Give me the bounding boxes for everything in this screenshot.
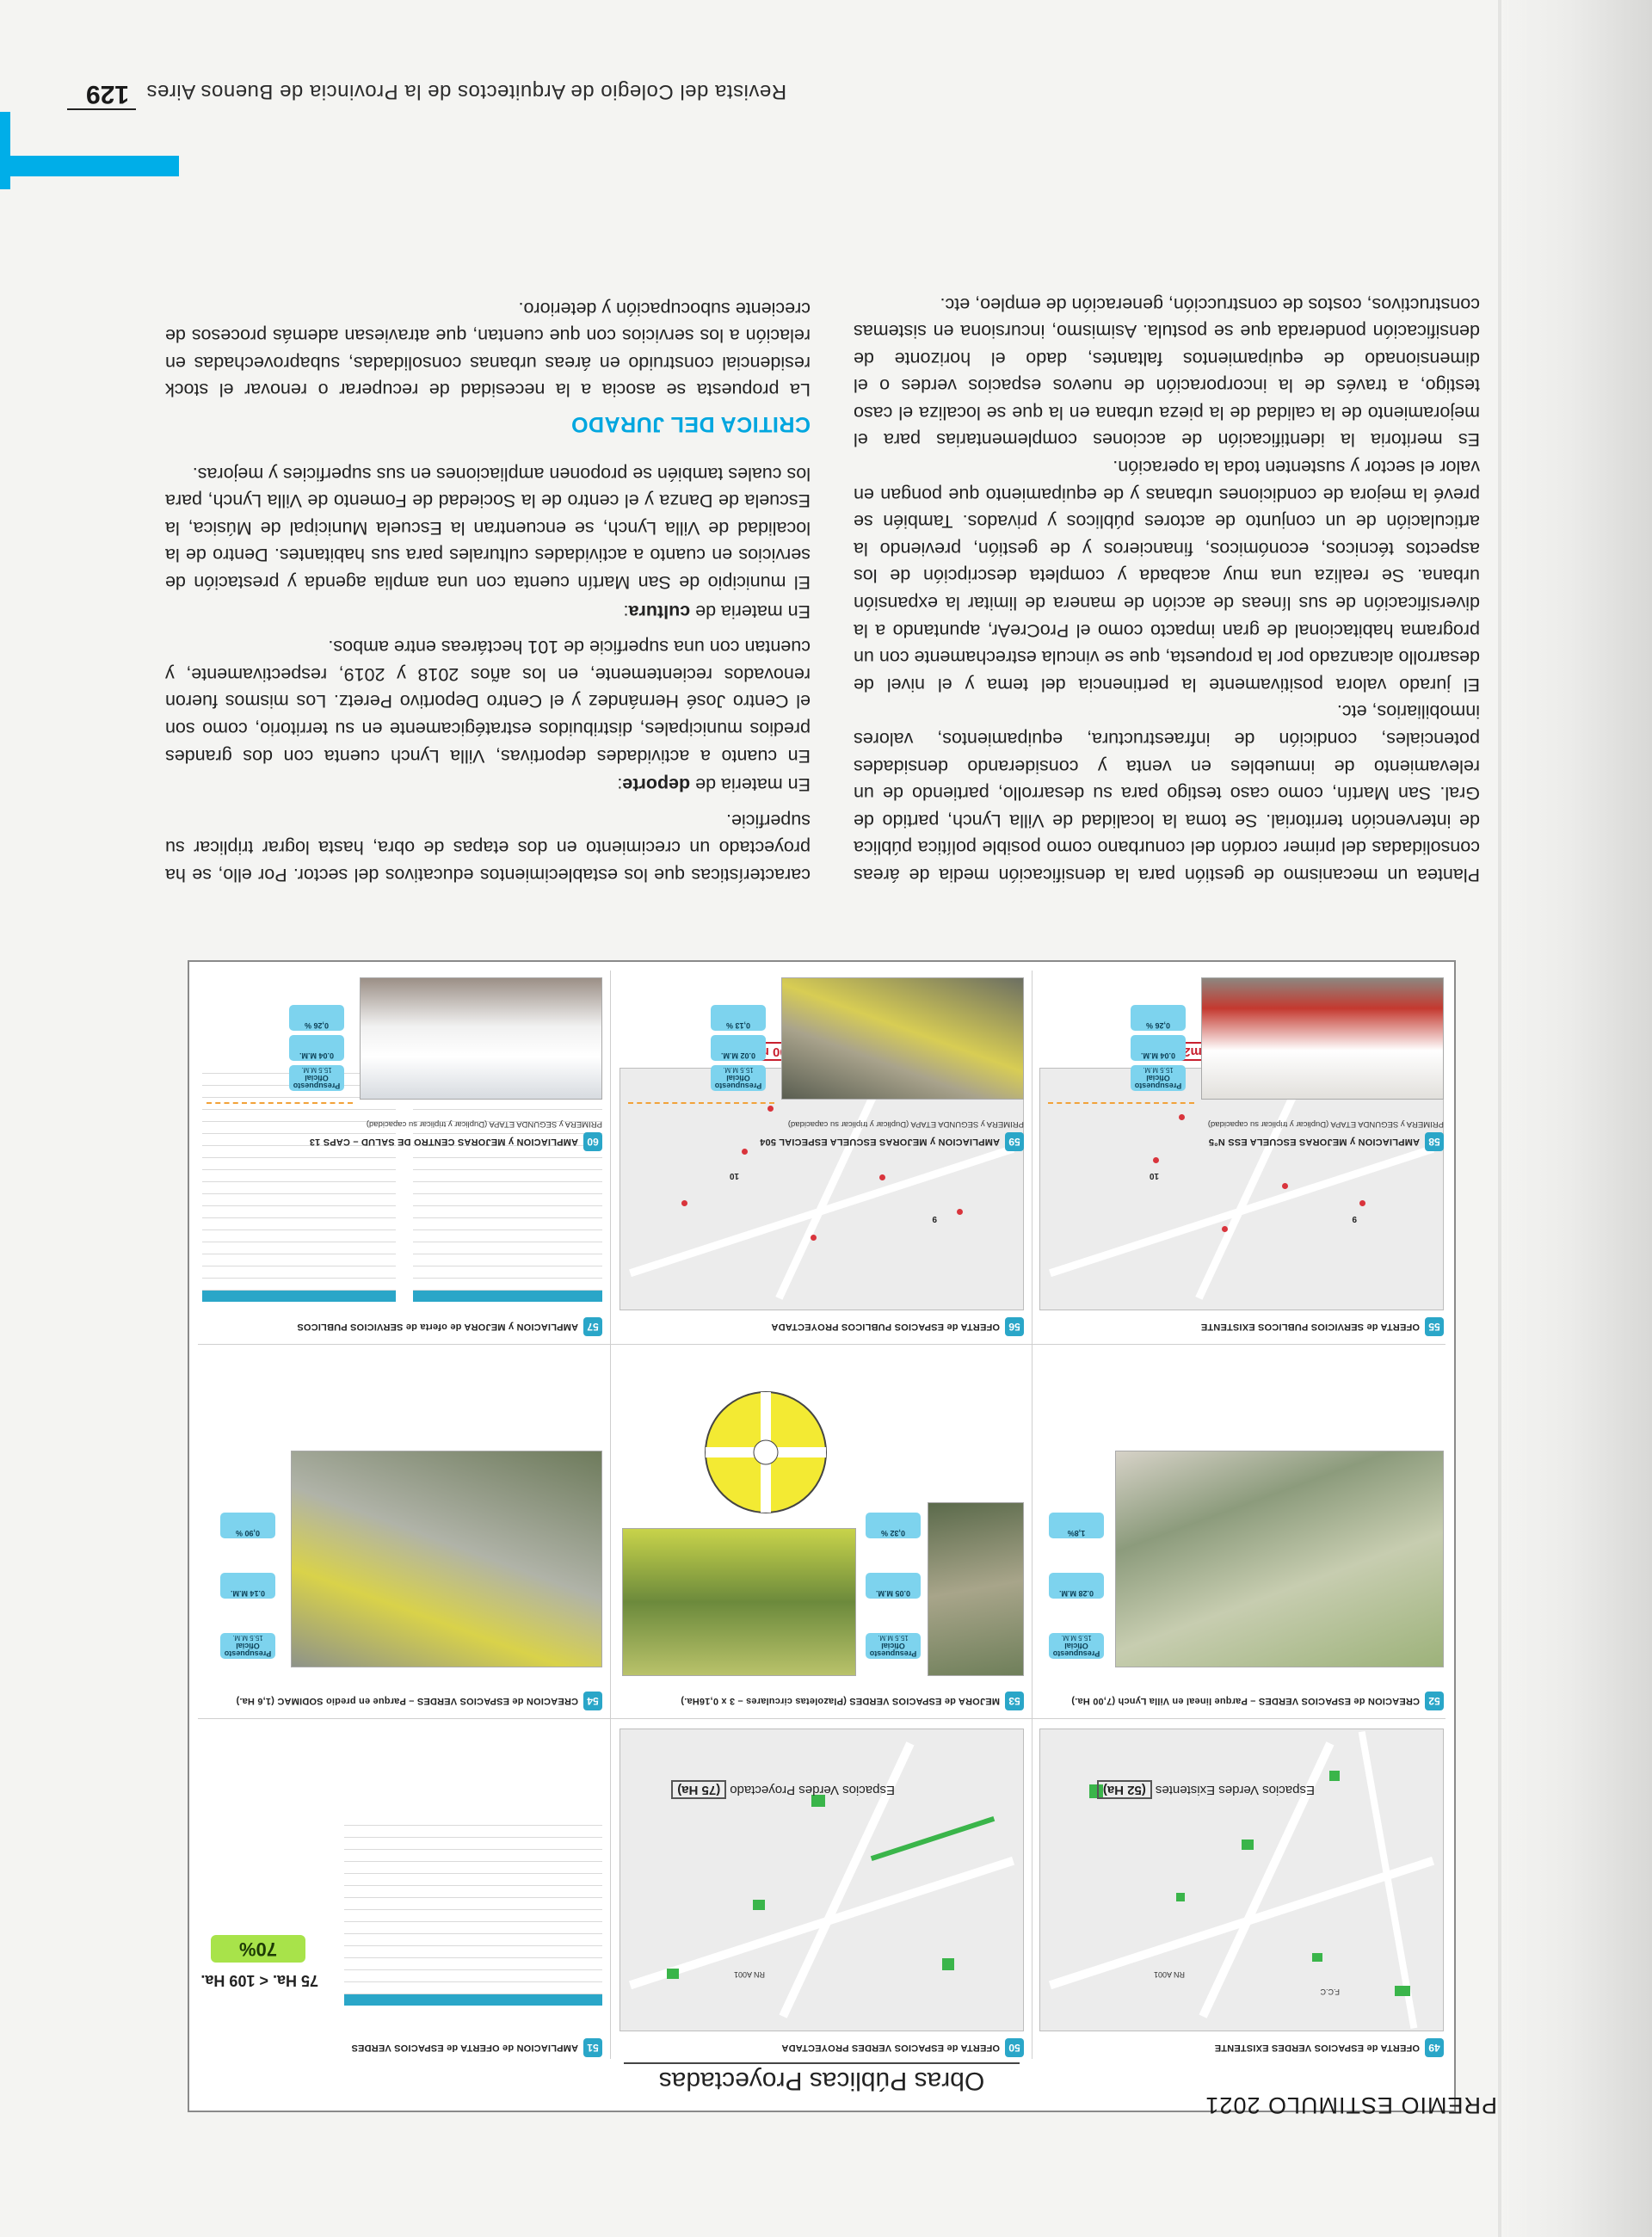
stage-caption: PRIMERA y SEGUNDA ETAPA (Duplicar y triplicar su capacidad): [1207, 1119, 1444, 1129]
panel-59: [620, 971, 1024, 1151]
text-column-left: [165, 294, 811, 888]
stage-leader: [1048, 1102, 1194, 1104]
cost-chip-value: 0.02 M.M.: [721, 1051, 756, 1060]
paragraph: características que los establecimientos educativos del sector. Por ello, se ha proyectado un crecimiento en dos etapas de obra, hasta lograr triplicar su superficie.: [165, 810, 811, 885]
section-heading-deporte: [165, 771, 811, 798]
plaza-rendering: [622, 1528, 856, 1676]
panel-number: 54: [583, 1692, 602, 1710]
stage-leader: [206, 1102, 353, 1104]
percent-chip-value: 0,13 %: [725, 1021, 751, 1030]
percent-chip-value: 0,26 %: [1145, 1021, 1171, 1030]
percent-chip: [289, 1005, 344, 1031]
panel-53: [620, 1349, 1024, 1710]
panel-number: 56: [1005, 1317, 1024, 1336]
percent-chip: [1049, 1513, 1104, 1538]
panel-number: 53: [1005, 1692, 1024, 1710]
panel-title: OFERTA de SERVICIOS PUBLICOS EXISTENTE: [1200, 1322, 1420, 1332]
panel-title: OFERTA de ESPACIOS VERDES EXISTENTE: [1214, 2043, 1420, 2053]
footer-title: PREMIO ESTIMULO 2021: [1205, 2092, 1497, 2118]
board-col-divider: [610, 971, 611, 2059]
budget-chip-label: Presupuesto Oficial: [293, 1074, 341, 1090]
paragraph: La propuesta se asocia a la necesidad de recuperar o renovar el stock residencial construido en áreas urbanas consolidadas, subaprovechadas en relación a los servicios con que cuentan, que atraviesan además procesos de creciente subocupación y deterioro.: [165, 298, 811, 401]
page-number-rule: [67, 108, 136, 110]
panel-title: OFERTA de ESPACIOS VERDES PROYECTADA: [781, 2043, 1000, 2053]
panel-title: AMPLIACION y MEJORA de oferta de SERVICIOS PUBLICOS: [297, 1322, 578, 1332]
cost-chip: [220, 1573, 275, 1599]
board-title: Obras Públicas Proyectadas: [624, 2062, 1020, 2095]
panel-title: CREACION de ESPACIOS VERDES – Parque lineal en Villa Lynch (7,00 Ha.): [1071, 1696, 1420, 1706]
budget-chip-value: 15.5 M.M.: [301, 1066, 332, 1074]
heading-prefix: En materia de: [690, 774, 811, 796]
map-caption-value: (52 Ha): [1097, 1780, 1152, 1799]
map-caption: [1097, 1780, 1315, 1799]
cost-chip: [1049, 1573, 1104, 1599]
stage-leader: [628, 1102, 774, 1104]
cost-chip: [711, 1035, 766, 1061]
percent-chip: [220, 1513, 275, 1538]
percent-chip-value: 0,32 %: [880, 1529, 906, 1538]
budget-chip-label: Presupuesto Oficial: [1134, 1074, 1182, 1090]
board-row-divider: [198, 1718, 1446, 1719]
budget-chip: [1049, 1633, 1104, 1659]
cost-chip-value: 0.04 M.M.: [299, 1051, 335, 1060]
heading-prefix: En materia de: [690, 601, 811, 622]
panel-51: [198, 1726, 602, 2057]
paragraph: En cuanto a actividades deportivas, Villa Lynch cuenta con dos grandes predios municipales, distribuidos estratégicamente en su territorio, como son el Centro José Hernández y el Centro Deportivo Peretz. Los mismos fueron renovados recientemente, en los años 2018 y 2019, respectivamente, y cuentan con una superficie de 101 hectáreas entre ambos.: [165, 637, 811, 767]
coverage-percent: 70%: [211, 1935, 305, 1963]
budget-chip-value: 15.5 M.M.: [232, 1634, 263, 1642]
text-column-right: [854, 290, 1480, 888]
sodimac-aerial: [291, 1451, 602, 1667]
health-center-photo: [360, 977, 602, 1100]
cost-chip-value: 0.14 M.M.: [231, 1589, 266, 1598]
paragraph: Es meritoria la identificación de acciones complementarias para el mejoramiento de la calidad de la pieza urbana en la que se localiza el caso testigo, a través de la incorporación de nuevos espacios verdes o el dimensionado de equipamientos faltantes, dado el horizonte de densificación ponderada que se postula. Asimismo, incursiona en sistemas constructivos, costos de construcción, generación de empleo, etc.: [854, 293, 1480, 451]
percent-chip: [711, 1005, 766, 1031]
budget-chip: [289, 1065, 344, 1091]
corner-color-tab: [0, 156, 179, 176]
panel-number: 52: [1425, 1692, 1444, 1710]
paragraph: El municipio de San Martín cuenta con una amplia agenda y prestación de servicios en cuanto a actividades culturales para sus habitantes. Dentro de la localidad de Villa Lynch, se encuentran la Escuela Municipal de Música, la Escuela de Danza y el centro de la Sociedad de Fomento de Villa Lynch, para los cuales también se proponen ampliaciones en sus superficies y mejoras.: [165, 463, 811, 594]
panel-number: 57: [583, 1317, 602, 1336]
budget-chip: [220, 1633, 275, 1659]
site-map: RN A001: [620, 1729, 1024, 2031]
site-map: 9 10: [620, 1068, 1024, 1310]
panel-title: CREACION de ESPACIOS VERDES – Parque en predio SODIMAC (1,6 Ha.): [236, 1696, 578, 1706]
section-heading-cultura: [165, 597, 811, 625]
budget-chip: [711, 1065, 766, 1091]
panel-number: 55: [1425, 1317, 1444, 1336]
percent-chip-value: 1,8%: [1067, 1529, 1086, 1538]
budget-chip-value: 15.5 M.M.: [723, 1066, 754, 1074]
map-caption: [671, 1780, 895, 1799]
map-caption-label: Espacios Verdes Proyectado: [730, 1783, 895, 1797]
panel-number: 59: [1005, 1132, 1024, 1151]
page-edge-shadow: [1501, 0, 1652, 2237]
budget-chip-label: Presupuesto Oficial: [714, 1074, 762, 1090]
heading-keyword: deporte: [622, 774, 691, 796]
budget-chip-label: Presupuesto Oficial: [869, 1642, 917, 1658]
panel-52: [1039, 1349, 1444, 1710]
school-photo: [1201, 977, 1444, 1100]
panel-number: 49: [1425, 2038, 1444, 2057]
panel-number: 51: [583, 2038, 602, 2057]
coverage-ratio: 75 Ha. < 109 Ha.: [200, 1972, 318, 1989]
page-number: 129: [85, 80, 129, 108]
panel-title: AMPLIACION y MEJORAS CENTRO DE SALUD – CAPS 13: [309, 1137, 578, 1147]
panel-title: AMPLIACION y MEJORAS ESCUELA ESS N°5: [1208, 1137, 1420, 1147]
gutter-fold: [1498, 0, 1501, 2237]
panel-number: 50: [1005, 2038, 1024, 2057]
project-board: [188, 960, 1456, 2112]
jury-heading: CRITICA DEL JURADO: [570, 412, 811, 437]
board-row-divider: [198, 1344, 1446, 1345]
cost-chip: [1131, 1035, 1186, 1061]
percent-chip: [1131, 1005, 1186, 1031]
green-space-table: [344, 1825, 602, 2006]
percent-chip-value: 0,26 %: [304, 1021, 330, 1030]
panel-54: [198, 1349, 602, 1710]
budget-chip: [1131, 1065, 1186, 1091]
panel-title: AMPLIACION y MEJORAS ESCUELA ESPECIAL 504: [760, 1137, 1000, 1147]
map-caption-value: m2): [1173, 1042, 1255, 1061]
cost-chip: [289, 1035, 344, 1061]
cost-chip-value: 0.28 M.M.: [1059, 1589, 1094, 1598]
budget-chip: [866, 1633, 921, 1659]
panel-title: OFERTA de ESPACIOS PUBLICOS PROYECTADA: [771, 1322, 1000, 1332]
heading-suffix: :: [623, 601, 629, 622]
panel-number: 60: [583, 1132, 602, 1151]
paragraph: Plantea un mecanismo de gestión para la densificación media de áreas consolidadas del primer cordón del conurbano como posible política pública de intervención territorial. Se toma la localidad de Villa Lynch, partido de Gral. San Martín, como caso testigo para su desarrollo, partiendo de un relevamiento de inmuebles en venta y considerando densidades potenciales, condición de infraestructura, equipamientos, valores inmobiliarios, etc.: [854, 701, 1480, 885]
running-header: Revista del Colegio de Arquitectos de la Provincia de Buenos Aires: [146, 80, 787, 103]
site-map: 9 10: [1039, 1068, 1444, 1310]
paragraph: El jurado valora positivamente la pertinencia del tema y el nivel de desarrollo alcanzado por la propuesta, que se vincula estrechamente con un programa habitacional de gran impacto como el ProCreAr, apuntando a la diversificación de sus líneas de acción de manera de limitar la expansión urbana. Se realiza una muy acabada y completa descripción de los aspectos técnicos, económicos, financieros y de gestión, previendo la articulación de un conjunto de actores públicos y privados. También se prevé la mejora de condiciones urbanas y de equipamiento que pongan en valor el sector y sustenten toda la operación.: [854, 457, 1480, 695]
heading-suffix: :: [617, 774, 623, 796]
school-photo: [781, 977, 1024, 1100]
percent-chip-value: 0,90 %: [235, 1529, 261, 1538]
heading-keyword: cultura: [628, 601, 691, 622]
budget-chip-label: Presupuesto Oficial: [224, 1642, 272, 1658]
panel-title: AMPLIACION de OFERTA de ESPACIOS VERDES: [351, 2043, 578, 2053]
budget-chip-value: 15.5 M.M.: [1143, 1066, 1174, 1074]
stage-caption: PRIMERA y SEGUNDA ETAPA (Duplicar y triplicar su capacidad): [787, 1119, 1024, 1129]
panel-49: [1039, 1726, 1444, 2057]
panel-60: [198, 971, 602, 1151]
stage-caption: PRIMERA y SEGUNDA ETAPA (Duplicar y triplicar su capacidad): [366, 1119, 602, 1129]
map-caption-value: (75 Ha): [671, 1780, 726, 1799]
cost-chip-value: 0.05 M.M.: [876, 1589, 911, 1598]
budget-chip-value: 15.5 M.M.: [1061, 1634, 1092, 1642]
plaza-photo: [928, 1502, 1024, 1676]
panel-title: MEJORA de ESPACIOS VERDES (Plazoletas circulares – 3 x 0,16Ha.): [681, 1696, 1000, 1706]
panel-58: [1039, 971, 1444, 1151]
panel-50: [620, 1726, 1024, 2057]
site-map: RN A001 F.C.C: [1039, 1729, 1444, 2031]
cost-chip-value: 0.04 M.M.: [1141, 1051, 1176, 1060]
map-caption-label: Espacios Verdes Existentes: [1155, 1783, 1315, 1797]
budget-chip-value: 15.5 M.M.: [878, 1634, 909, 1642]
park-rendering: [1115, 1451, 1444, 1667]
corner-color-strip: [0, 112, 10, 189]
cost-chip: [866, 1573, 921, 1599]
circular-plaza-diagram: [697, 1383, 835, 1521]
panel-number: 58: [1425, 1132, 1444, 1151]
budget-chip-label: Presupuesto Oficial: [1052, 1642, 1100, 1658]
percent-chip: [866, 1513, 921, 1538]
